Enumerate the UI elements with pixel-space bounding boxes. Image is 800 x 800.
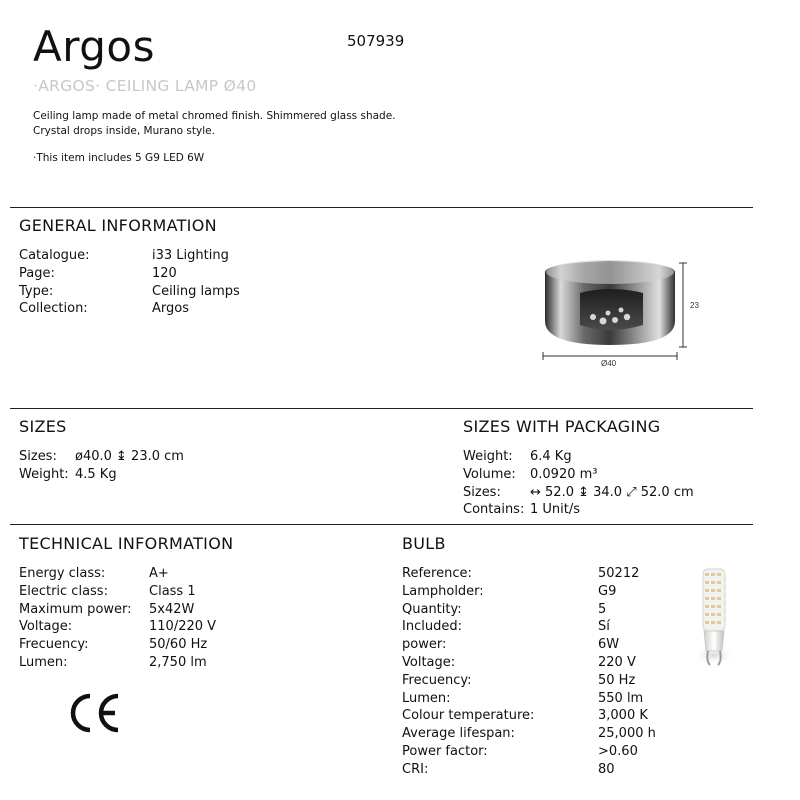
technical-row [19,618,216,636]
packaging-label: Contains: [463,502,525,518]
technical-list [19,565,216,672]
bulb-label: Colour temperature: [402,708,535,724]
lamp-width-label: Ø40 [601,359,617,368]
general-section-title: GENERAL INFORMATION [19,216,217,235]
bulb-label: Frecuency: [402,672,472,688]
bulb-row [402,707,656,725]
general-label: Catalogue: [19,248,90,263]
technical-label: Voltage: [19,619,73,635]
g9-bulb-image [690,565,740,675]
technical-label: Electric class: [19,583,108,599]
technical-row [19,565,216,583]
bulb-label: CRI: [402,761,429,777]
sizes-value: ø40.0 ↨ 23.0 cm [75,449,184,464]
bulb-value: >0.60 [598,743,638,759]
bulb-row [402,761,656,779]
technical-section-title: TECHNICAL INFORMATION [19,534,234,553]
packaging-value: ↔ 52.0 ↨ 34.0 ⤢ 52.0 cm [530,484,694,500]
sizes-row [19,466,184,484]
bulb-row [402,743,656,761]
bulb-value: 220 V [598,654,636,670]
bulb-value: 50212 [598,566,640,581]
bulb-value: 550 lm [598,690,644,706]
general-value: 120 [152,265,177,281]
technical-label: Frecuency: [19,637,89,653]
bulb-value: 50 Hz [598,672,636,688]
bulb-label: Quantity: [402,601,462,617]
sizes-row [19,448,184,466]
packaging-value: 6.4 Kg [530,449,572,464]
bulb-value: 3,000 K [598,708,648,724]
bulb-label: Included: [402,619,462,635]
sizes-label: Weight: [19,466,69,482]
packaging-label: Sizes: [463,484,501,500]
bulb-list [402,565,656,779]
bulb-row [402,565,656,583]
bulb-value: 25,000 h [598,726,656,742]
bulb-row [402,636,656,654]
bulb-row [402,601,656,619]
packaging-value: 1 Unit/s [530,502,581,518]
general-label: Page: [19,265,55,281]
technical-row [19,583,216,601]
packaging-row [463,448,694,466]
sizes-label: Sizes: [19,449,57,464]
technical-value: A+ [149,566,169,581]
technical-value: 5x42W [149,601,195,617]
packaging-label: Volume: [463,466,516,482]
bulb-row [402,690,656,708]
product-note: ·This item includes 5 G9 LED 6W [33,152,205,164]
bulb-value: 5 [598,601,607,617]
general-label: Type: [19,283,54,299]
ceiling-lamp-image [535,255,700,370]
packaging-list [463,448,694,519]
product-title: Argos [33,22,155,71]
technical-row [19,654,216,672]
sizes-section-title: SIZES [19,417,67,436]
bulb-row [402,583,656,601]
packaging-section-title: SIZES WITH PACKAGING [463,417,661,436]
general-info-list [19,247,240,318]
bulb-label: Lampholder: [402,583,484,599]
bulb-section-title: BULB [402,534,446,553]
divider [10,207,753,208]
packaging-value: 0.0920 m³ [530,466,598,482]
bulb-value: G9 [598,583,617,599]
bulb-label: Lumen: [402,690,451,706]
bulb-label: Power factor: [402,743,488,759]
bulb-value: 80 [598,761,615,777]
ce-mark-icon [68,692,122,734]
bulb-label: Average lifespan: [402,726,515,742]
general-row [19,300,240,318]
technical-value: 50/60 Hz [149,637,208,653]
bulb-row [402,654,656,672]
bulb-row [402,618,656,636]
packaging-row [463,501,694,519]
bulb-label: Reference: [402,566,472,581]
packaging-row [463,484,694,502]
packaging-label: Weight: [463,449,513,464]
technical-label: Maximum power: [19,601,132,617]
general-label: Collection: [19,301,88,317]
packaging-row [463,466,694,484]
sizes-value: 4.5 Kg [75,466,117,482]
general-value: i33 Lighting [152,248,229,263]
technical-label: Energy class: [19,566,106,581]
general-row [19,283,240,301]
bulb-row [402,672,656,690]
general-value: Ceiling lamps [152,283,240,299]
divider [10,524,753,525]
technical-label: Lumen: [19,654,68,670]
product-subtitle: ·ARGOS· CEILING LAMP Ø40 [33,77,257,95]
bulb-row [402,725,656,743]
technical-value: 2,750 lm [149,654,207,670]
divider [10,408,753,409]
product-reference: 507939 [347,32,405,50]
bulb-value: 6W [598,637,620,653]
general-value: Argos [152,301,189,317]
product-description: Ceiling lamp made of metal chromed finish. Shimmered glass shade. Crystal drops inside, Murano style. [33,110,396,137]
general-row [19,265,240,283]
technical-row [19,601,216,619]
lamp-height-label: 23 [690,301,699,310]
technical-value: Class 1 [149,583,196,599]
bulb-label: Voltage: [402,654,456,670]
technical-value: 110/220 V [149,619,217,635]
bulb-value: Sí [598,619,610,635]
general-row [19,247,240,265]
bulb-label: power: [402,637,447,653]
sizes-list [19,448,184,484]
technical-row [19,636,216,654]
